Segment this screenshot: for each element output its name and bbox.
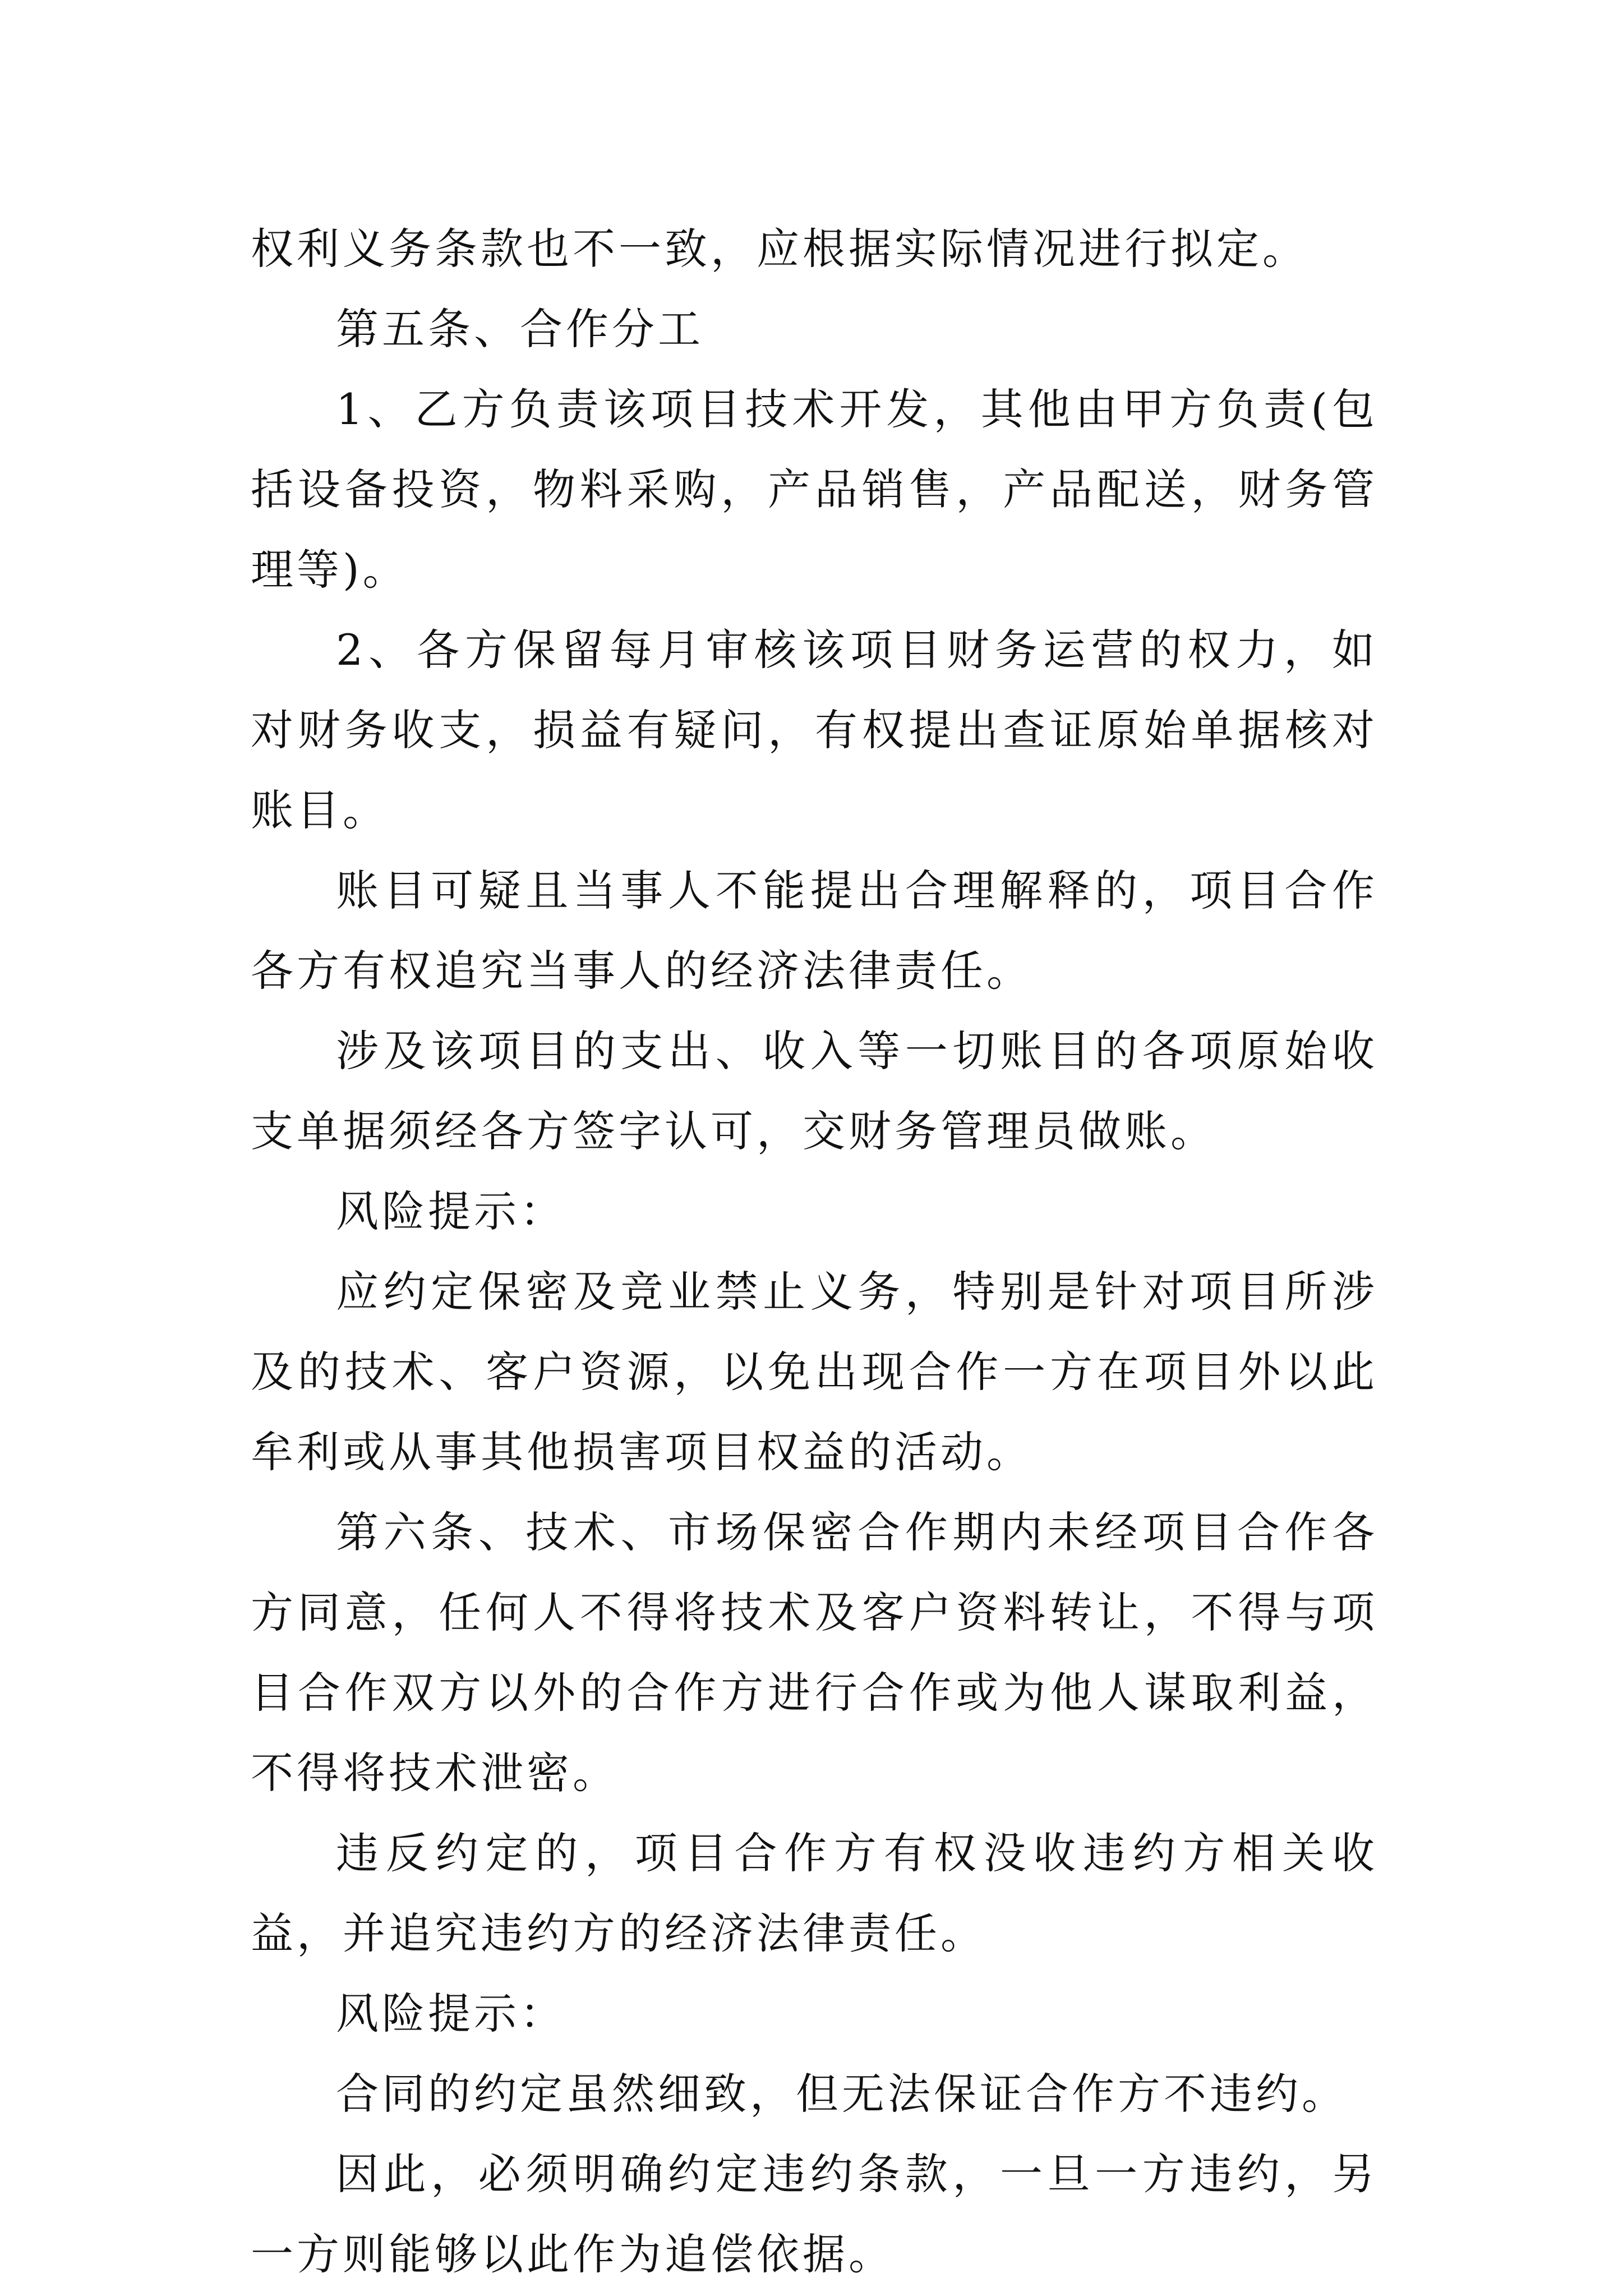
paragraph-receipts: 涉及该项目的支出、收入等一切账目的各项原始收支单据须经各方签字认可，交财务管理员做账。 [251, 1026, 1378, 1156]
paragraph-article-6: 第六条、技术、市场保密合作期内未经项目合作各方同意，任何人不得将技术及客户资料转让，不得与项目合作双方以外的合作方进行合作或为他人谋取利益，不得将技术泄密。 [251, 1507, 1378, 1798]
paragraph-clause-1: 1、乙方负责该项目技术开发，其他由甲方负责(包括设备投资，物料采购，产品销售，产品配送，财务管理等)。 [251, 384, 1378, 595]
paragraph-breach: 违反约定的，项目合作方有权没收违约方相关收益，并追究违约方的经济法律责任。 [251, 1828, 1378, 1958]
paragraph-confidentiality-risk: 应约定保密及竞业禁止义务，特别是针对项目所涉及的技术、客户资源，以免出现合作一方在项目外以此牟利或从事其他损害项目权益的活动。 [251, 1267, 1378, 1477]
paragraph-accounts-doubt: 账目可疑且当事人不能提出合理解释的，项目合作各方有权追究当事人的经济法律责任。 [251, 866, 1378, 996]
paragraph-breach-clause: 因此，必须明确约定违约条款，一旦一方违约，另一方则能够以此作为追偿依据。 [251, 2149, 1378, 2279]
paragraph-article-5-heading: 第五条、合作分工 [336, 304, 704, 354]
document-body [251, 209, 1378, 2294]
paragraph-contract-note: 合同的约定虽然细致，但无法保证合作方不违约。 [336, 2069, 1348, 2119]
paragraph-risk-heading-1: 风险提示： [336, 1186, 566, 1236]
paragraph-clause-2: 2、各方保留每月审核该项目财务运营的权力，如对财务收支，损益有疑问，有权提出查证原始单据核对账目。 [251, 625, 1378, 835]
paragraph-risk-heading-2: 风险提示： [336, 1989, 566, 2039]
paragraph-continuation: 权利义务条款也不一致，应根据实际情况进行拟定。 [251, 224, 1308, 274]
